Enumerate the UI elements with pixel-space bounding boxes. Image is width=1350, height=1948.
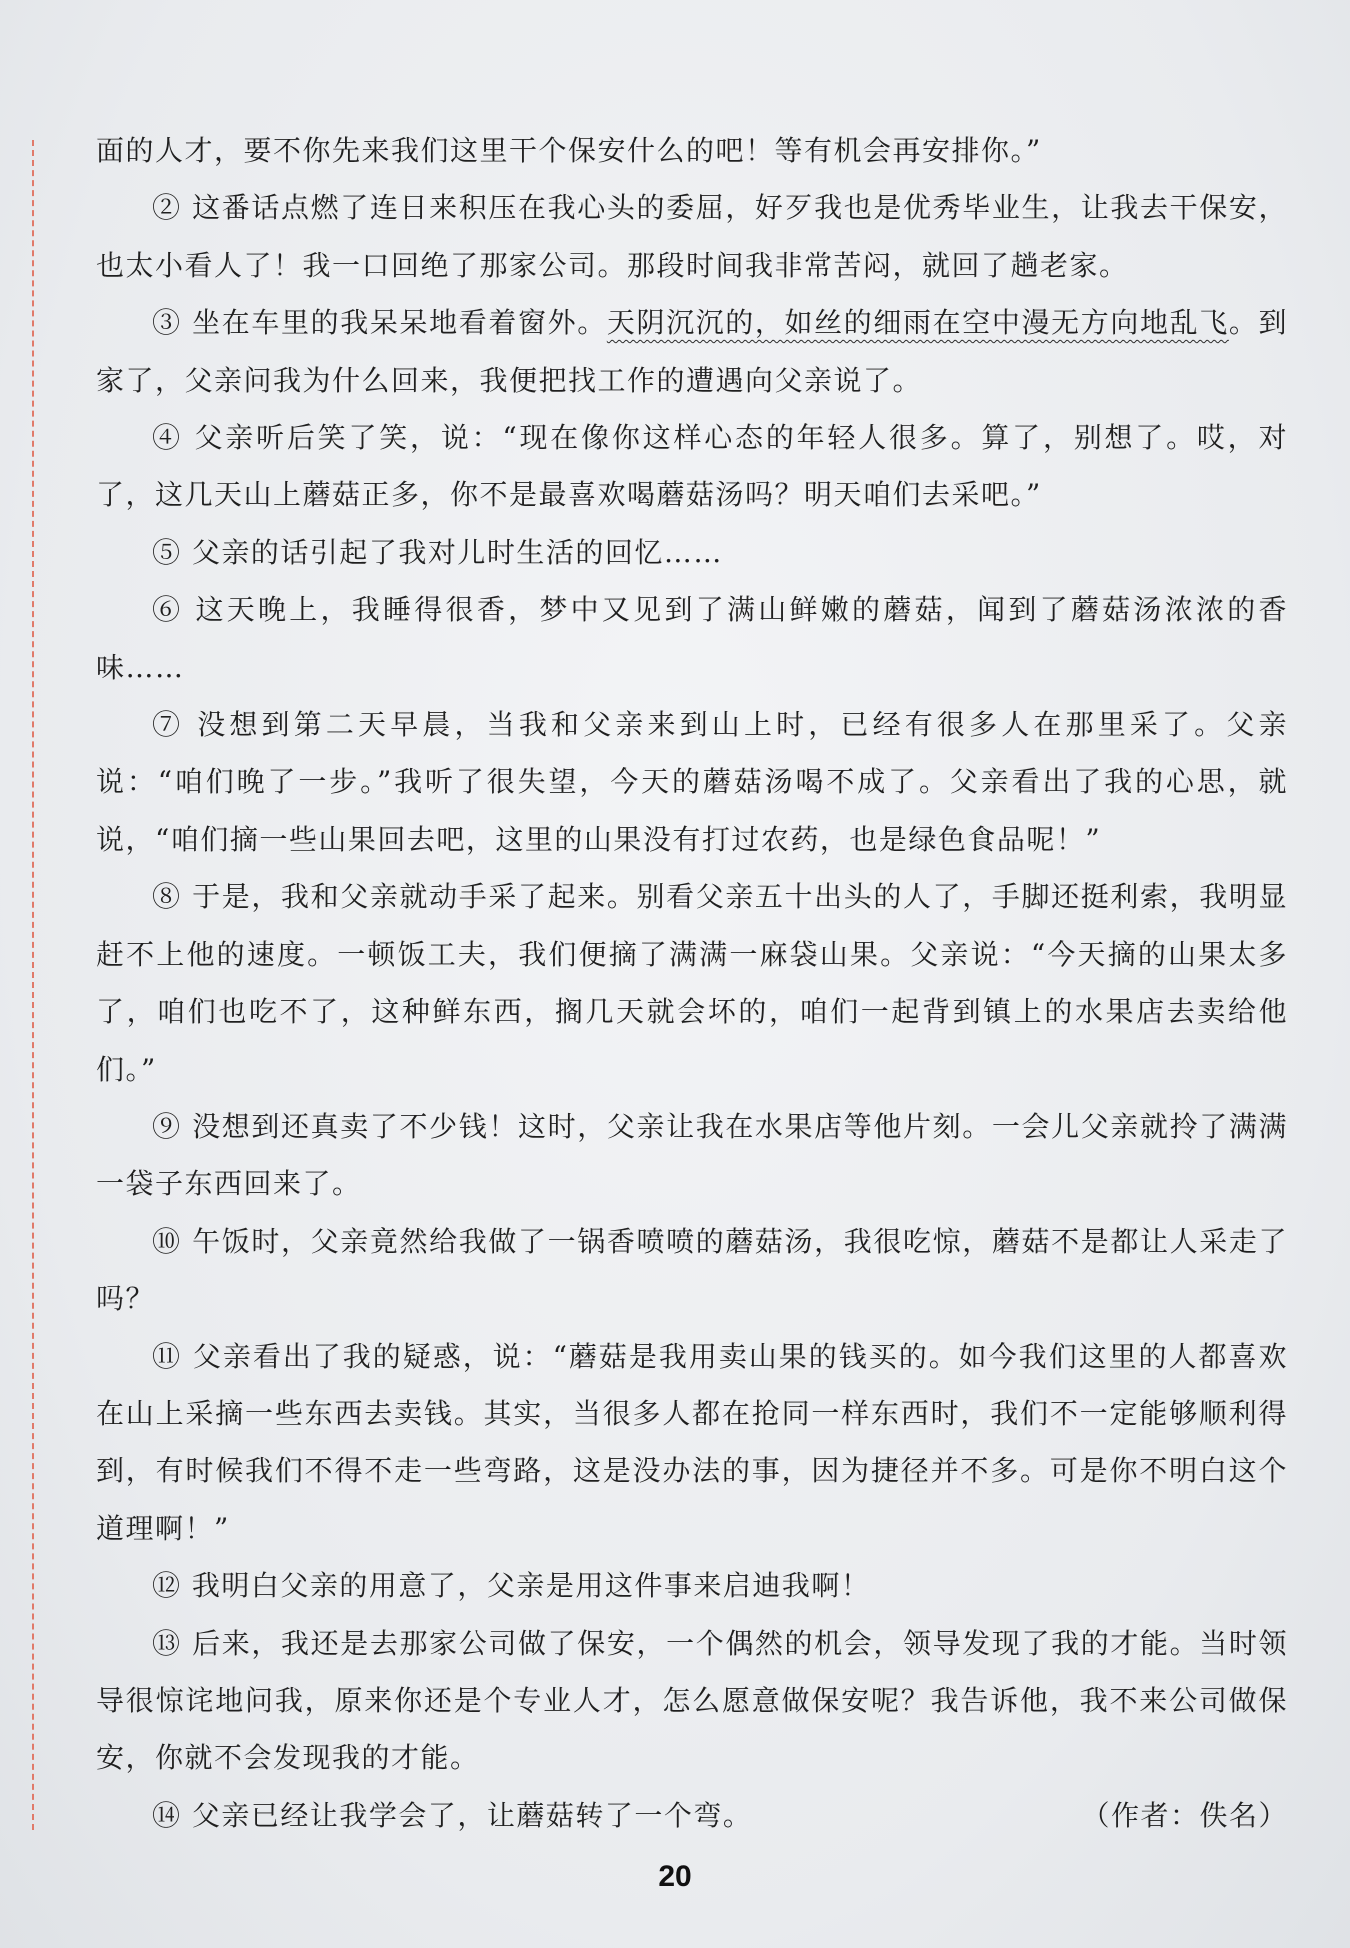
page-number: 20 [658,1860,692,1893]
paragraph-5: ⑤ 父亲的话引起了我对儿时生活的回忆…… [152,535,723,569]
paragraph-number: ⑫ [152,1569,182,1603]
paragraph-number: ⑬ [152,1626,182,1660]
paragraph-number: ⑧ [152,880,182,914]
wavy-underlined-sentence: 天阴沉沉的，如丝的细雨在空中漫无方向地乱飞 [606,306,1229,340]
paragraph-11: ⑪ 父亲看出了我的疑惑，说：“蘑菇是我用卖山果的钱买的。如今我们这里的人都喜欢在山上采摘一些东西去卖钱。其实，当很多人都在抢同一样东西时，我们不一定能够顺利得到，有时候我们不得不走一些弯路，这是没办法的事，因为捷径并不多。可是你不明白这个道理啊！” [96,1339,1288,1545]
paragraph-number: ④ [152,421,183,455]
paragraph-1-continued: 面的人才，要不你先来我们这里干个保安什么的吧！等有机会再安排你。” [96,134,1042,167]
paragraph-13: ⑬ 后来，我还是去那家公司做了保安，一个偶然的机会，领导发现了我的才能。当时领导很惊诧地问我，原来你还是个专业人才，怎么愿意做保安呢？我告诉他，我不来公司做保安，你就不会发现我的才能。 [96,1626,1288,1775]
paragraph-3: ③ 坐在车里的我呆呆地看着窗外。天阴沉沉的，如丝的细雨在空中漫无方向地乱飞。到家了，父亲问我为什么回来，我便把找工作的遭遇向父亲说了。 [96,306,1288,397]
paragraph-number: ⑨ [152,1109,182,1143]
author-note: （作者：佚名） [1081,1798,1288,1832]
paragraph-14: ⑭ 父亲已经让我学会了，让蘑菇转了一个弯。 （作者：佚名） [96,1787,1288,1844]
paragraph-9: ⑨ 没想到还真卖了不少钱！这时，父亲让我在水果店等他片刻。一会儿父亲就拎了满满一袋子东西回来了。 [96,1109,1288,1201]
paragraph-number: ⑦ [152,708,185,742]
paragraph-number: ⑥ [152,593,184,627]
paragraph-number: ⑩ [152,1224,182,1258]
paragraph-number: ⑭ [152,1798,182,1832]
paragraph-4: ④ 父亲听后笑了笑，说：“现在像你这样心态的年轻人很多。算了，别想了。哎，对了，这几天山上蘑菇正多，你不是最喜欢喝蘑菇汤吗？明天咱们去采吧。” [96,421,1288,512]
paragraph-6: ⑥ 这天晚上，我睡得很香，梦中又见到了满山鲜嫩的蘑菇，闻到了蘑菇汤浓浓的香味…… [96,593,1288,684]
margin-dashed-line [32,140,34,1830]
paragraph-number: ⑪ [152,1339,182,1373]
paragraph-8: ⑧ 于是，我和父亲就动手采了起来。别看父亲五十出头的人了，手脚还挺利索，我明显赶不上他的速度。一顿饭工夫，我们便摘了满满一麻袋山果。父亲说：“今天摘的山果太多了，咱们也吃不了，这种鲜东西，搁几天就会坏的，咱们一起背到镇上的水果店去卖给他们。” [96,880,1288,1086]
paragraph-number: ② [152,191,182,225]
paragraph-number: ⑤ [152,535,182,569]
article-body [96,122,1288,1844]
paragraph-10: ⑩ 午饭时，父亲竟然给我做了一锅香喷喷的蘑菇汤，我很吃惊，蘑菇不是都让人采走了吗？ [96,1224,1288,1316]
paragraph-number: ③ [152,306,182,340]
paragraph-12: ⑫ 我明白父亲的用意了，父亲是用这件事来启迪我啊！ [152,1569,871,1603]
paragraph-2: ② 这番话点燃了连日来积压在我心头的委屈，好歹我也是优秀毕业生，让我去干保安，也太小看人了！我一口回绝了那家公司。那段时间我非常苦闷，就回了趟老家。 [96,191,1288,282]
paragraph-7: ⑦ 没想到第二天早晨，当我和父亲来到山上时，已经有很多人在那里采了。父亲说：“咱们晚了一步。”我听了很失望，今天的蘑菇汤喝不成了。父亲看出了我的心思，就说，“咱们摘一些山果回去吧，这里的山果没有打过农药，也是绿色食品呢！” [96,708,1288,856]
